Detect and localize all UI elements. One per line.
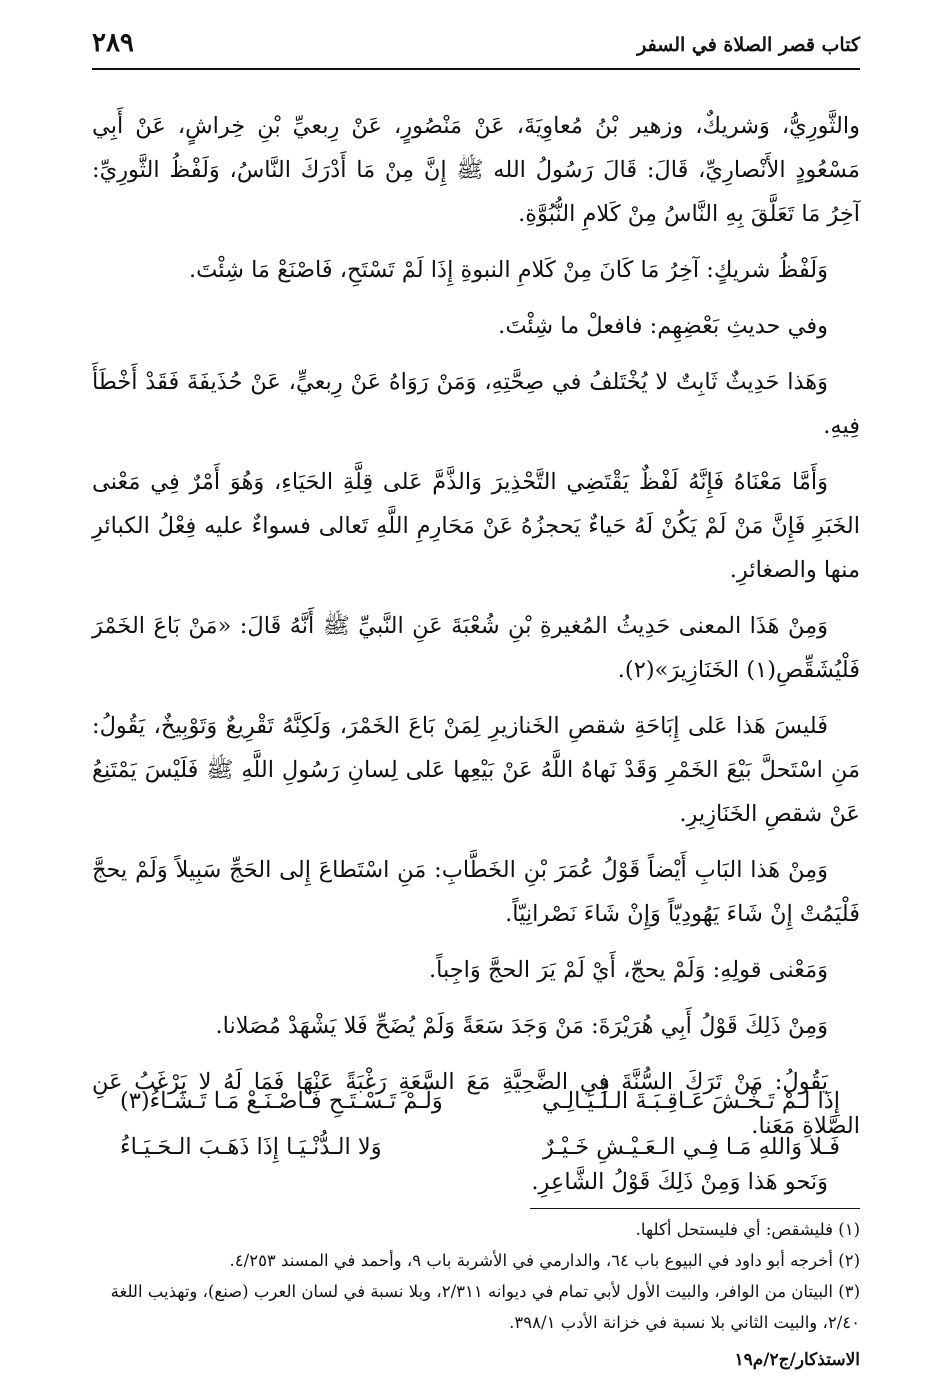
paragraph: وَلَفْظُ شريكٍ: آخِرُ مَا كَانَ مِنْ كَلامِ النبوةِ إِذَا لَمْ تَسْتَحِ، فَاصْنَعْ مَا شِئْتَ. <box>189 257 828 283</box>
footnote: (٢) أخرجه أبو داود في البيوع باب ٦٤، والدارمي في الأشربة باب ٩، وأحمد في المسند ٤/٢٥٣. <box>229 1251 860 1270</box>
signature-mark: الاستذكار/ج٢/م١٩ <box>734 1350 860 1370</box>
footnote-separator <box>530 1208 860 1209</box>
paragraph: وَمِنْ ذَلِكَ قَوْلُ أَبِي هُرَيْرَةَ: مَنْ وَجَدَ سَعَةً وَلَمْ يُضَحِّ فَلا يَشْهَدْ مُصَلانا. <box>215 1013 828 1039</box>
paragraph: وَأَمَّا مَعْنَاهُ فَإِنَّهُ لَفْظٌ يَقْتَضِي التَّحْذِيرَ وَالذَّمَّ عَلى قِلَّةِ الحَيَاءِ، وَهُوَ أَمْرٌ فِي مَعْنى الخَبَرِ فَإِنَّ مَنْ لَمْ يَكُنْ لَهُ حَياءٌ يَحجزُهُ عَنْ مَحَارِمِ اللَّهِ تَعالى فسواءٌ عليه فِعْلُ الكبائرِ منها والصغائرِ. <box>92 469 860 583</box>
first-hemistich: إِذَا لَـمْ تَـخْـشَ عَـاقِـبَـةَ الـلَّـيَـالِـي <box>541 1088 840 1114</box>
paragraph: وَمِنْ هَذَا المعنى حَدِيثُ المُغيرةِ بْنِ شُعْبَةَ عَنِ النَّبيِّ ﷺ أَنَّهُ قَالَ: «مَنْ بَاعَ الخَمْرَ فَلْيُشَقِّصِ(١) الخَنَازِيرَ»(٢). <box>92 613 860 683</box>
chapter-title: كتاب قصر الصلاة في السفر <box>637 34 860 56</box>
paragraph: والثَّورِيُّ، وَشريكٌ، وزهير بْنُ مُعاوِيَةَ، عَنْ مَنْصُورٍ، عَنْ رِبعيِّ بْنِ خِراشٍ، عَنْ أَبِي مَسْعُودٍ الأَنْصارِيِّ، قَالَ: قَالَ رَسُولُ الله ﷺ إِنَّ مِنْ مَا أَدْرَكَ النَّاسُ، وَلَفْظُ الثَّورِيِّ: آخِرُ مَا تَعَلَّقَ بِهِ النَّاسُ مِنْ كَلامِ النُّبُوَّةِ. <box>92 113 860 227</box>
paragraph: وَهَذا حَدِيثٌ ثَابِتٌ لا يُخْتَلفُ في صِحَّتِهِ، وَمَنْ رَوَاهُ عَنْ رِبعيٍّ، عَنْ حُذَيفَةَ فَقَدْ أَخْطَأَ فِيهِ. <box>92 369 860 439</box>
second-hemistich: وَلا الـدُّنْـيَـا إِذَا ذَهَـبَ الـحَـيَـاءُ <box>120 1134 382 1160</box>
paragraph: وفي حديثِ بَعْضِهِم: فافعلْ ما شِئْتَ. <box>498 313 828 339</box>
verse-line <box>120 1134 860 1180</box>
paragraph: وَمَعْنى قولِهِ: وَلَمْ يحجّ، أَيْ لَمْ يَرَ الحجَّ وَاجِباً. <box>428 957 828 983</box>
main-text <box>92 104 860 1216</box>
page-number: ٢٨٩ <box>92 28 134 58</box>
first-hemistich: فَـلا وَاللهِ مَـا فِـي الـعَـيْـشِ خَـيْـرٌ <box>542 1134 840 1160</box>
running-header <box>92 28 860 70</box>
footnote: (١) فليشقص: أي فليستحل أكلها. <box>635 1220 860 1239</box>
paragraph: وَمِنْ هَذا البَابِ أَيْضاً قَوْلُ عُمَرَ بْنِ الخَطَّابِ: مَنِ اسْتَطاعَ إِلى الحَجِّ سَبِيلاً وَلَمْ يحجَّ فَلْيَمُتْ إِنْ شَاءَ يَهُودِيّاً وَإِنْ شَاءَ نَصْرانِيّاً. <box>92 857 860 927</box>
poem <box>120 1088 860 1184</box>
paragraph: وَنَحو هَذا وَمِنْ ذَلِكَ قَوْلُ الشَّاعِرِ. <box>531 1169 828 1195</box>
verse-line <box>120 1088 860 1134</box>
paragraph: يَقُولُ: مَنْ تَرَكَ السُّنَّةَ فِي الضَّحِيَّةِ مَعَ السَّعَةِ رَغْبَةً عَنْهَا فَمَا لَهُ لا يَرْغَبُ عَنِ الصَّلاةِ مَعَنا. <box>92 1069 860 1139</box>
footnotes <box>92 1214 860 1338</box>
footnote: (٣) البيتان من الوافر، والبيت الأول لأبي تمام في ديوانه ٢/٣١١، وبلا نسبة في لسان العرب (صنع)، وتهذيب اللغة ٢/٤٠، والبيت الثاني بلا نسبة في خزانة الأدب ٣٩٨/١. <box>110 1282 860 1332</box>
paragraph: فَليسَ هَذا عَلى إِبَاحَةِ شقصِ الخَنازيرِ لِمَنْ بَاعَ الخَمْرَ، وَلَكِنَّهُ تَقْرِيعٌ وَتَوْبِيخٌ، يَقُولُ: مَنِ اسْتَحلَّ بَيْعَ الخَمْرِ وَقَدْ نَهاهُ اللَّهُ عَنْ بَيْعِها عَلى لِسانِ رَسُولِ اللَّهِ ﷺ فَلَيْسَ يَمْتَنِعُ عَنْ شقصِ الخَنَازِيرِ. <box>92 713 860 827</box>
second-hemistich: وَلَـمْ تَـسْـتَـحِ فَـاصْـنَـعْ مَـا تَـشَـاءُ(٣) <box>120 1088 443 1114</box>
